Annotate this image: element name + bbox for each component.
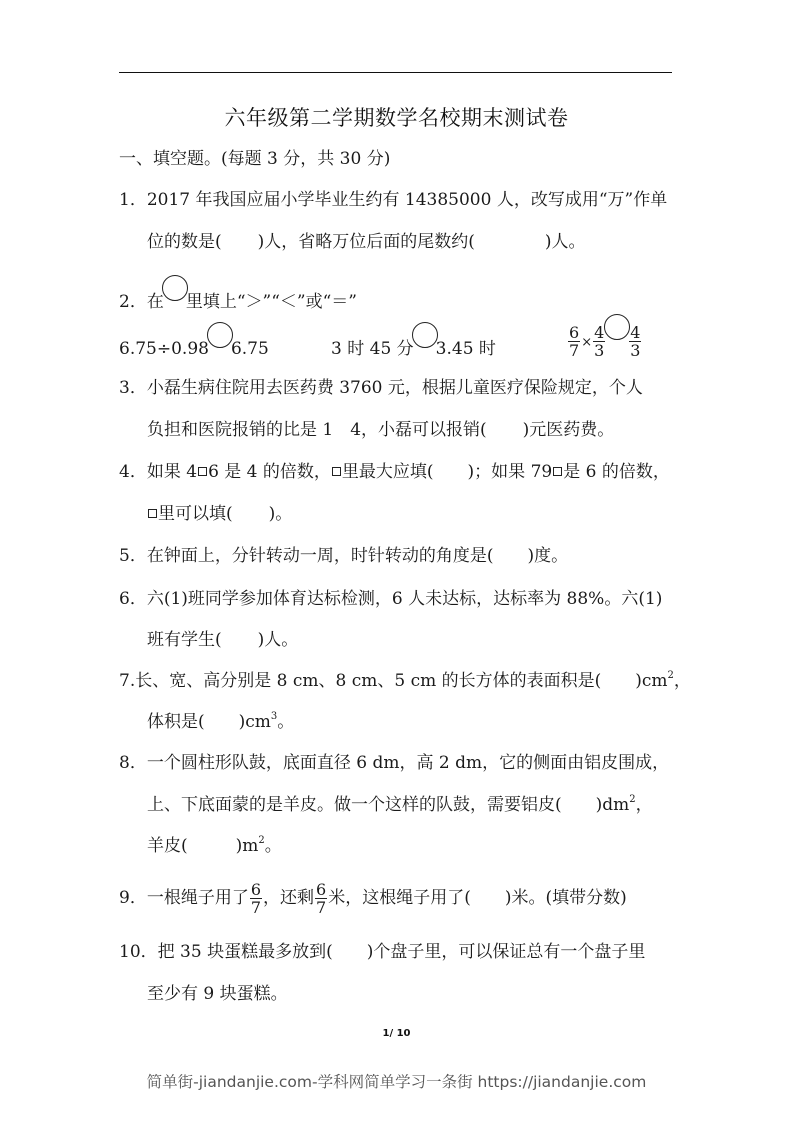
question-8-line-2: 上、下底面蒙的是羊皮。做一个这样的队鼓，需要铝皮( )$dm^2$， xyxy=(147,794,653,815)
question-6-line-2: 班有学生( )人。 xyxy=(147,630,299,650)
question-3-line-1: 3．小磊生病住院用去医药费 3760 元，根据儿童医疗保险规定，个人 xyxy=(119,378,643,398)
footer-watermark: 简单街-jiandanjie.com-学科网简单学习一条街 https://jiandanjie.com xyxy=(146,1073,647,1091)
question-1-line-2: 位的数是( )人，省略万位后面的尾数约( )人。 xyxy=(147,232,586,252)
question-3-line-2: 负担和医院报销的比是 1 4，小磊可以报销( )元医药费。 xyxy=(147,420,615,440)
header-rule xyxy=(119,72,672,73)
question-2-item-2: 3 时 45 分 3.45 时 xyxy=(331,322,496,361)
question-7-line-2: 体积是( )$cm^3$。 xyxy=(147,711,295,732)
question-number: 1． xyxy=(119,190,147,210)
compare-circle-input[interactable] xyxy=(412,322,438,348)
compare-circle-input[interactable] xyxy=(604,314,630,340)
question-5-line-1: 5．在钟面上，分针转动一周，时针转动的角度是( )度。 xyxy=(119,546,569,566)
fraction: $\frac{6}{7}$ xyxy=(316,880,327,917)
digit-box-icon xyxy=(198,467,207,476)
fraction: $\frac{4}{3}$ xyxy=(630,323,641,360)
fraction: $\frac{4}{3}$ xyxy=(594,323,605,360)
question-8-line-1: 8．一个圆柱形队鼓，底面直径 6 dm，高 2 dm，它的侧面由铝皮围成， xyxy=(119,753,670,773)
question-8-line-3: 羊皮( )$m^2$。 xyxy=(147,835,282,856)
section-heading: 一、填空题。(每题 3 分，共 30 分) xyxy=(119,149,391,169)
question-2-line-1: 2．在 里填上“＞”“＜”或“＝” xyxy=(119,275,357,314)
question-4-line-1: 4．如果 4 6 是 4 的倍数， 里最大应填( )；如果 79 是 6 的倍数， xyxy=(119,462,670,482)
question-9-line-1: 9．一根绳子用了 $\frac{6}{7}$ ，还剩 $\frac{6}{7}$ 米，这根绳子用了( )米。(填带分数) xyxy=(119,880,627,917)
page-title: 六年级第二学期数学名校期末测试卷 xyxy=(224,106,569,130)
question-6-line-1: 6．六(1)班同学参加体育达标检测，6 人未达标，达标率为 88%。六(1) xyxy=(119,589,663,609)
circle-icon xyxy=(162,275,188,301)
question-7-line-1: 7.长、宽、高分别是 8 cm、8 cm、5 cm 的长方体的表面积是( )$cm^2$， xyxy=(119,670,691,691)
compare-circle-input[interactable] xyxy=(207,322,233,348)
fraction: $\frac{6}{7}$ xyxy=(250,880,262,917)
question-1-line-1: 1．2017 年我国应届小学毕业生约有 14385000 人，改写成用“万”作单 xyxy=(119,190,668,210)
digit-box-icon xyxy=(332,467,341,476)
page-number: 1/ 10 xyxy=(382,1028,411,1039)
question-4-line-2: 里可以填( )。 xyxy=(147,502,292,526)
digit-box-icon xyxy=(553,467,562,476)
digit-box-icon xyxy=(148,509,157,518)
question-10-line-1: 10．把 35 块蛋糕最多放到( )个盘子里，可以保证总有一个盘子里 xyxy=(119,942,646,962)
question-2-item-3: $\frac{6}{7}$ × $\frac{4}{3}$ $\frac{4}{3}$ xyxy=(567,314,642,359)
fraction: $\frac{6}{7}$ xyxy=(569,323,580,360)
question-10-line-2: 至少有 9 块蛋糕。 xyxy=(147,984,288,1004)
question-2-item-1: 6.75÷0.98 6.75 xyxy=(119,322,269,361)
